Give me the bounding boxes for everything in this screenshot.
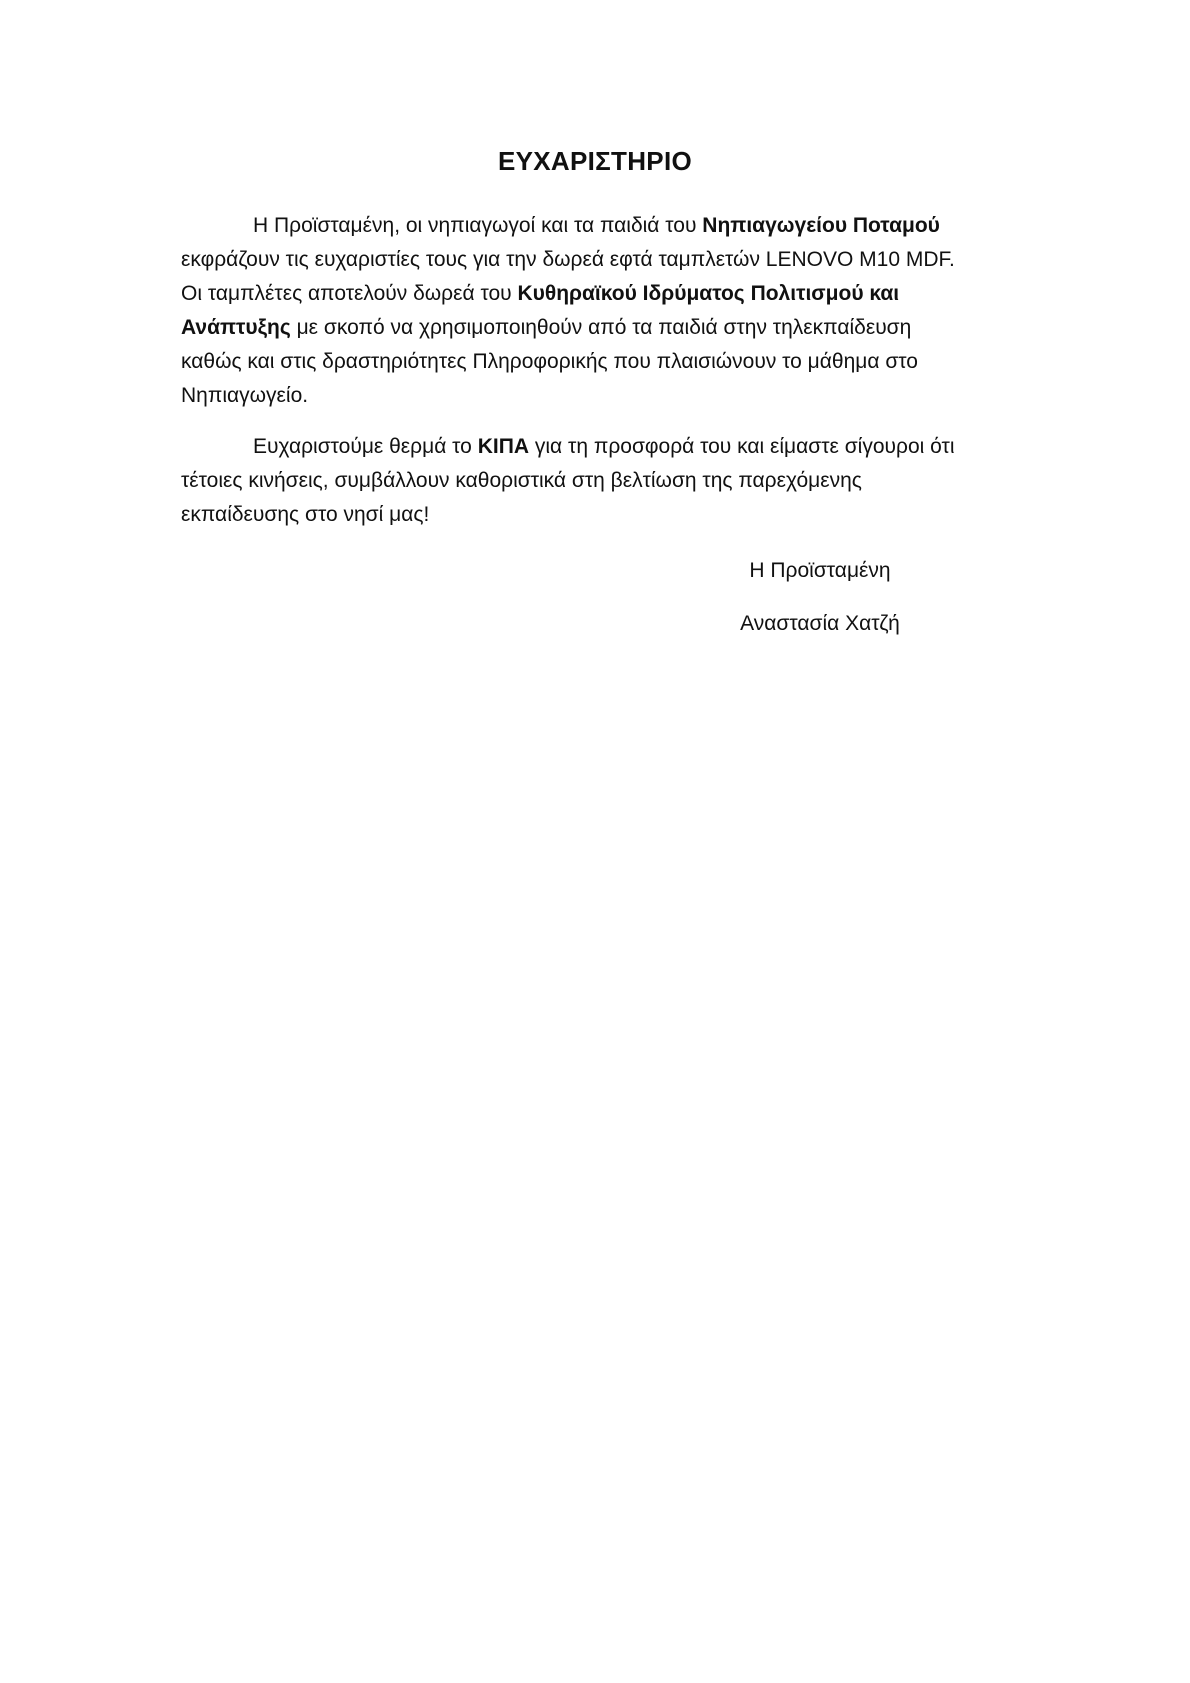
- text-run: Οι ταμπλέτες αποτελούν δωρεά του: [181, 282, 518, 305]
- paragraph-line: [181, 379, 1021, 413]
- signature-name: Αναστασία Χατζή: [740, 612, 900, 635]
- paragraph-line: [181, 498, 1021, 532]
- paragraph-donation: [181, 209, 1021, 413]
- text-run: τέτοιες κινήσεις, συμβάλλουν καθοριστικά στη βελτίωση της παρεχόμενης: [181, 469, 862, 492]
- document-title: ΕΥΧΑΡΙΣΤΗΡΙΟ: [497, 146, 693, 176]
- paragraph-line: [181, 311, 1021, 345]
- paragraph-line: [181, 430, 1021, 464]
- text-run: Νηπιαγωγείο.: [181, 384, 309, 407]
- text-run: εκπαίδευσης στο νησί μας!: [181, 503, 430, 526]
- paragraph-line: [181, 209, 1021, 243]
- text-run: Ευχαριστούμε θερμά το: [253, 435, 478, 458]
- text-run: με σκοπό να χρησιμοποιηθούν από τα παιδιά στην τηλεκπαίδευση: [290, 316, 912, 339]
- text-run-bold: Νηπιαγωγείου Ποταμού: [702, 214, 940, 237]
- paragraph-line: [181, 277, 1021, 311]
- text-run-bold: Ανάπτυξης: [181, 316, 291, 339]
- text-run: Η Προϊσταμένη, οι νηπιαγωγοί και τα παιδιά του: [253, 214, 703, 237]
- paragraph-line: [181, 243, 1021, 277]
- paragraph-line: [181, 345, 1021, 379]
- text-run: καθώς και στις δραστηριότητες Πληροφορικής που πλαισιώνουν το μάθημα στο: [181, 350, 918, 373]
- paragraph-thanks: [181, 430, 1021, 532]
- text-run: για τη προσφορά του και είμαστε σίγουροι ότι: [529, 435, 955, 458]
- text-run: εκφράζουν τις ευχαριστίες τους για την δωρεά εφτά ταμπλετών LENOVO M10 MDF.: [181, 248, 955, 271]
- signature-role: Η Προϊσταμένη: [749, 559, 891, 582]
- text-run-bold: ΚΙΠΑ: [477, 435, 530, 458]
- text-run-bold: Κυθηραϊκού Ιδρύματος Πολιτισμού και: [517, 282, 900, 305]
- paragraph-line: [181, 464, 1021, 498]
